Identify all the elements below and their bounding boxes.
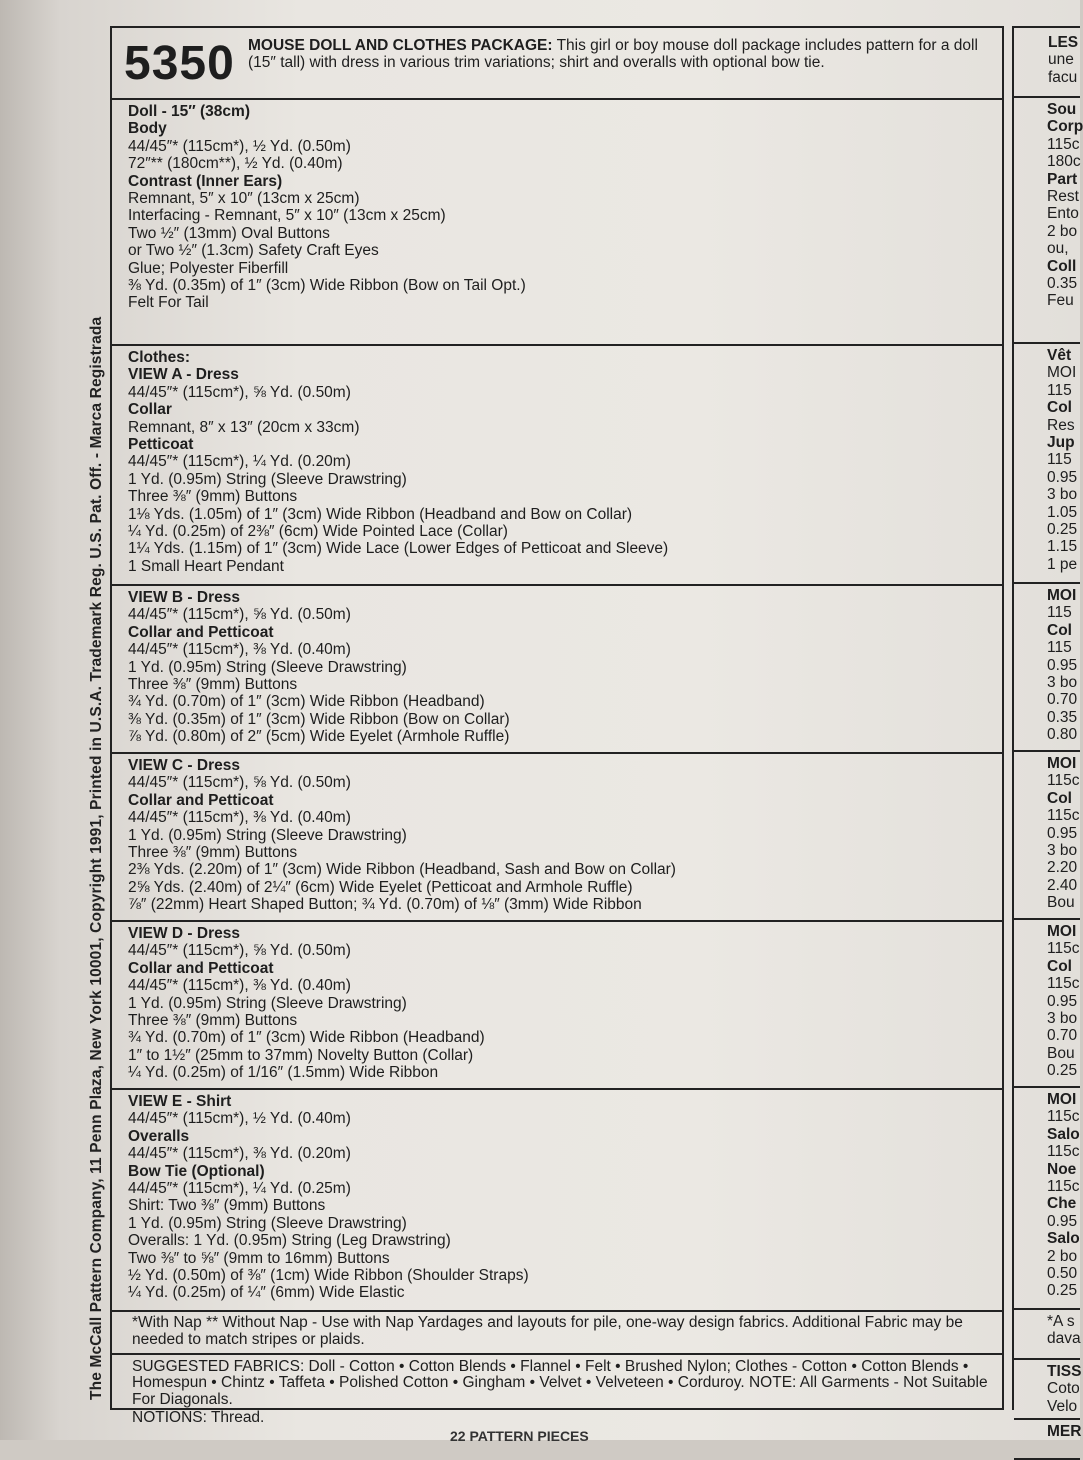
requirement-line: Three ⅜″ (9mm) Buttons bbox=[128, 844, 298, 862]
nap-note: *With Nap ** Without Nap - Use with Nap Yardages and layouts for pile, one-way design fabrics. Additional Fabric may be needed to match stripes or plaids. bbox=[132, 1314, 963, 1349]
french-line: 0.95 bbox=[1047, 824, 1078, 842]
section-heading: Body bbox=[128, 120, 167, 138]
french-line: 115c bbox=[1047, 1143, 1080, 1161]
section-heading: VIEW C - Dress bbox=[128, 757, 240, 774]
french-line: 3 bo bbox=[1047, 486, 1078, 504]
french-line: 0.95 bbox=[1047, 468, 1078, 486]
requirement-line: 2⅜ Yds. (2.20m) of 1″ (3cm) Wide Ribbon (Headband, Sash and Bow on Collar) bbox=[128, 861, 676, 879]
french-line: 0.95 bbox=[1047, 656, 1078, 674]
french-section bbox=[1014, 344, 1080, 584]
french-line: MOI bbox=[1047, 364, 1077, 382]
section-heading: VIEW D - Dress bbox=[128, 925, 240, 942]
requirement-line: 1 Yd. (0.95m) String (Sleeve Drawstring) bbox=[128, 658, 407, 676]
french-instructions-column bbox=[1012, 26, 1083, 1440]
pattern-description bbox=[248, 37, 988, 71]
section-heading: Bow Tie (Optional) bbox=[128, 1162, 265, 1180]
section-heading: VIEW A - Dress bbox=[128, 366, 239, 384]
french-line: Velo bbox=[1047, 1397, 1078, 1415]
requirement-line: Glue; Polyester Fiberfill bbox=[128, 259, 289, 277]
pattern-pieces-count: 22 PATTERN PIECES bbox=[450, 1428, 589, 1444]
requirement-line: 44/45″* (115cm*), ⅜ Yd. (0.20m) bbox=[128, 1145, 351, 1163]
french-line: ou, bbox=[1047, 240, 1069, 258]
pattern-summary: This girl or boy mouse doll package includes pattern for a doll (15″ tall) with dress in various trim variations; shirt and overalls with optional bow tie. bbox=[248, 37, 978, 71]
french-header-line: facu bbox=[1048, 68, 1078, 86]
french-line: Jup bbox=[1047, 434, 1075, 452]
requirement-line: 1 Yd. (0.95m) String (Sleeve Drawstring) bbox=[128, 826, 407, 844]
notions: NOTIONS: Thread. bbox=[132, 1409, 265, 1427]
french-line: 0.95 bbox=[1047, 992, 1078, 1010]
requirement-line: ⅞″ (22mm) Heart Shaped Button; ¾ Yd. (0.70m) of ⅛″ (3mm) Wide Ribbon bbox=[128, 896, 642, 914]
requirement-line: ⅜ Yd. (0.35m) of 1″ (3cm) Wide Ribbon (Bow on Collar) bbox=[128, 710, 510, 728]
french-line: Col bbox=[1047, 621, 1072, 639]
requirement-line: 44/45″* (115cm*), ⅝ Yd. (0.50m) bbox=[128, 383, 351, 401]
yardage-sections bbox=[112, 100, 1002, 1312]
french-line: Rest bbox=[1047, 188, 1079, 206]
requirement-line: 2⅝ Yds. (2.40m) of 2¼″ (6cm) Wide Eyelet (Petticoat and Armhole Ruffle) bbox=[128, 878, 633, 896]
french-line: Ento bbox=[1047, 205, 1079, 223]
french-line: Col bbox=[1047, 789, 1072, 807]
french-line: 115c bbox=[1047, 940, 1080, 958]
french-line: 115c bbox=[1047, 807, 1080, 825]
french-line: Salo bbox=[1047, 1125, 1080, 1143]
french-line: 0.70 bbox=[1047, 691, 1078, 709]
french-line: 115c bbox=[1047, 975, 1080, 993]
requirement-line: 44/45″* (115cm*), ¼ Yd. (0.20m) bbox=[128, 453, 351, 471]
requirement-line: 44/45″* (115cm*), ⅜ Yd. (0.40m) bbox=[128, 977, 351, 995]
requirement-line: ¼ Yd. (0.25m) of ¼″ (6mm) Wide Elastic bbox=[128, 1284, 405, 1302]
french-line: 115 bbox=[1047, 451, 1072, 469]
requirement-line: Interfacing - Remnant, 5″ x 10″ (13cm x 25cm) bbox=[128, 207, 446, 225]
french-line: 1.15 bbox=[1047, 538, 1078, 556]
french-line: 1 pe bbox=[1047, 555, 1078, 573]
french-line: 2 bo bbox=[1047, 222, 1078, 240]
requirement-line: 44/45″* (115cm*), ½ Yd. (0.40m) bbox=[128, 1110, 351, 1128]
french-line: 3 bo bbox=[1047, 674, 1078, 692]
requirement-line: ¾ Yd. (0.70m) of 1″ (3cm) Wide Ribbon (Headband) bbox=[128, 1029, 485, 1047]
yardage-section bbox=[112, 346, 1002, 586]
french-line: Vêt bbox=[1047, 347, 1072, 364]
section-heading: Doll - 15″ (38cm) bbox=[128, 103, 250, 120]
pattern-title: MOUSE DOLL AND CLOTHES PACKAGE: bbox=[248, 37, 553, 54]
french-line: 0.25 bbox=[1047, 521, 1078, 539]
requirement-line: 1⅛ Yds. (1.05m) of 1″ (3cm) Wide Ribbon (Headband and Bow on Collar) bbox=[128, 505, 633, 523]
french-line: 0.35 bbox=[1047, 275, 1078, 293]
french-line: Bou bbox=[1047, 894, 1075, 912]
section-heading: Collar and Petticoat bbox=[128, 791, 274, 809]
requirement-line: Remnant, 8″ x 13″ (20cm x 33cm) bbox=[128, 418, 360, 436]
french-line: MOI bbox=[1047, 923, 1077, 940]
requirement-line: 1 Yd. (0.95m) String (Sleeve Drawstring) bbox=[128, 470, 407, 488]
french-line: Feu bbox=[1047, 292, 1074, 310]
french-line: Coto bbox=[1047, 1380, 1080, 1398]
french-line: *A s bbox=[1047, 1313, 1075, 1330]
french-sections bbox=[1014, 98, 1083, 1460]
french-section bbox=[1014, 920, 1080, 1088]
french-line: 0.80 bbox=[1047, 726, 1078, 744]
requirement-line: 1 Yd. (0.95m) String (Sleeve Drawstring) bbox=[128, 1214, 407, 1232]
french-line: Salo bbox=[1047, 1230, 1080, 1248]
pattern-header bbox=[112, 28, 1002, 100]
section-heading: Collar bbox=[128, 401, 172, 419]
french-line: dava bbox=[1047, 1330, 1081, 1348]
french-line: 180c bbox=[1047, 153, 1081, 171]
french-line: MOI bbox=[1047, 587, 1077, 604]
requirement-line: ⅜ Yd. (0.35m) of 1″ (3cm) Wide Ribbon (Bow on Tail Opt.) bbox=[128, 277, 526, 295]
french-line: 3 bo bbox=[1047, 842, 1078, 860]
french-line: Col bbox=[1047, 399, 1072, 417]
requirement-line: Three ⅜″ (9mm) Buttons bbox=[128, 676, 298, 694]
french-line: 2.20 bbox=[1047, 859, 1078, 877]
french-line: Corp bbox=[1047, 118, 1083, 136]
section-heading: Overalls bbox=[128, 1127, 190, 1145]
french-line: TISS bbox=[1047, 1363, 1082, 1380]
french-header-line: LES bbox=[1048, 34, 1079, 51]
requirement-line: ⅞ Yd. (0.80m) of 2″ (5cm) Wide Eyelet (Armhole Ruffle) bbox=[128, 728, 510, 746]
yardage-section bbox=[112, 922, 1002, 1090]
french-line: Coll bbox=[1047, 257, 1077, 275]
french-line: 0.25 bbox=[1047, 1062, 1078, 1080]
french-section bbox=[1014, 98, 1083, 344]
requirement-line: Three ⅜″ (9mm) Buttons bbox=[128, 1012, 298, 1030]
requirement-line: Overalls: 1 Yd. (0.95m) String (Leg Drawstring) bbox=[128, 1232, 451, 1250]
french-line: 0.70 bbox=[1047, 1027, 1078, 1045]
nap-note-section bbox=[112, 1312, 1002, 1355]
french-line: 0.25 bbox=[1047, 1282, 1078, 1300]
section-heading: VIEW B - Dress bbox=[128, 589, 240, 606]
french-line: 115c bbox=[1047, 1178, 1080, 1196]
french-line: 115 bbox=[1047, 639, 1072, 657]
requirement-line: ½ Yd. (0.50m) of ⅜″ (1cm) Wide Ribbon (Shoulder Straps) bbox=[128, 1267, 529, 1285]
french-line: 2.40 bbox=[1047, 876, 1078, 894]
french-section bbox=[1014, 1420, 1080, 1460]
suggested-fabrics: SUGGESTED FABRICS: Doll - Cotton • Cotton Blends • Flannel • Felt • Brushed Nylon; Clothes - Cotton • Cotton Blends • Homespun • Chintz • Taffeta • Polished Cotton • Gingham • Velvet • Velveteen • Corduroy. NOTE: All Garments - Not Suitable For Diagonals. bbox=[132, 1357, 988, 1408]
requirement-line: Two ⅜″ to ⅝″ (9mm to 16mm) Buttons bbox=[128, 1249, 390, 1267]
fabrics-notions-section bbox=[112, 1355, 1002, 1429]
requirement-line: Shirt: Two ⅜″ (9mm) Buttons bbox=[128, 1197, 326, 1215]
requirement-line: 44/45″* (115cm*), ⅝ Yd. (0.50m) bbox=[128, 606, 351, 624]
french-line: Noe bbox=[1047, 1160, 1077, 1178]
french-line: 0.50 bbox=[1047, 1265, 1078, 1283]
requirement-line: 1 Small Heart Pendant bbox=[128, 557, 284, 575]
french-line: MOI bbox=[1047, 755, 1077, 772]
french-section bbox=[1014, 584, 1080, 752]
requirement-line: 72″** (180cm**), ½ Yd. (0.40m) bbox=[128, 155, 343, 173]
french-line: 115 bbox=[1047, 381, 1072, 399]
french-header-line: une bbox=[1048, 51, 1074, 69]
publisher-copyright-text: The McCall Pattern Company, 11 Penn Plaza, New York 10001, Copyright 1991, Printed in U.S.A. Trademark Reg. U.S. Pat. Off. - Marca Registrada bbox=[88, 316, 105, 1400]
yardage-section bbox=[112, 1090, 1002, 1312]
requirement-line: 44/45″* (115cm*), ⅜ Yd. (0.40m) bbox=[128, 641, 351, 659]
requirement-line: 44/45″* (115cm*), ⅜ Yd. (0.40m) bbox=[128, 809, 351, 827]
french-line: MOI bbox=[1047, 1091, 1077, 1108]
french-section bbox=[1014, 1360, 1080, 1420]
french-line: 0.95 bbox=[1047, 1212, 1078, 1230]
french-line: 115c bbox=[1047, 135, 1080, 153]
french-section bbox=[1014, 752, 1080, 920]
requirement-line: 44/45″* (115cm*), ½ Yd. (0.50m) bbox=[128, 137, 351, 155]
french-line: Part bbox=[1047, 170, 1078, 188]
pattern-number: 5350 bbox=[124, 37, 235, 90]
requirement-line: ¾ Yd. (0.70m) of 1″ (3cm) Wide Ribbon (Headband) bbox=[128, 693, 485, 711]
yardage-section bbox=[112, 100, 1002, 346]
requirement-line: 1¼ Yds. (1.15m) of 1″ (3cm) Wide Lace (Lower Edges of Petticoat and Sleeve) bbox=[128, 540, 669, 558]
requirement-line: Two ½″ (13mm) Oval Buttons bbox=[128, 224, 330, 242]
french-line: 115c bbox=[1047, 772, 1080, 790]
section-heading: VIEW E - Shirt bbox=[128, 1093, 232, 1110]
requirement-line: ¼ Yd. (0.25m) of 2⅜″ (6cm) Wide Pointed Lace (Collar) bbox=[128, 523, 508, 541]
french-line: Res bbox=[1047, 416, 1075, 434]
section-heading: Petticoat bbox=[128, 436, 194, 454]
requirement-line: Three ⅜″ (9mm) Buttons bbox=[128, 488, 298, 506]
yardage-section bbox=[112, 754, 1002, 922]
french-line: 115 bbox=[1047, 604, 1072, 622]
french-section bbox=[1014, 1310, 1080, 1360]
requirement-line: or Two ½″ (1.3cm) Safety Craft Eyes bbox=[128, 242, 379, 260]
yardage-section bbox=[112, 586, 1002, 754]
section-heading: Collar and Petticoat bbox=[128, 959, 274, 977]
french-line: Col bbox=[1047, 957, 1072, 975]
french-line: 0.35 bbox=[1047, 708, 1078, 726]
french-line: Bou bbox=[1047, 1044, 1075, 1062]
requirement-line: Remnant, 5″ x 10″ (13cm x 25cm) bbox=[128, 190, 360, 208]
section-heading: Collar and Petticoat bbox=[128, 623, 274, 641]
requirement-line: 44/45″* (115cm*), ⅝ Yd. (0.50m) bbox=[128, 942, 351, 960]
english-instructions-box bbox=[110, 26, 1004, 1427]
requirement-line: ¼ Yd. (0.25m) of 1/16″ (1.5mm) Wide Ribbon bbox=[128, 1064, 439, 1082]
french-section bbox=[1014, 1088, 1080, 1310]
requirement-line: 1″ to 1½″ (25mm to 37mm) Novelty Button (Collar) bbox=[128, 1046, 474, 1064]
requirement-line: 44/45″* (115cm*), ¼ Yd. (0.25m) bbox=[128, 1180, 351, 1198]
french-line: Che bbox=[1047, 1195, 1077, 1213]
french-line: MER bbox=[1047, 1423, 1082, 1440]
french-line: Sou bbox=[1047, 101, 1077, 118]
french-line: 3 bo bbox=[1047, 1010, 1078, 1028]
french-line: 1.05 bbox=[1047, 503, 1078, 521]
french-line: 115c bbox=[1047, 1108, 1080, 1126]
requirement-line: Felt For Tail bbox=[128, 294, 209, 312]
french-line: 2 bo bbox=[1047, 1247, 1078, 1265]
section-heading: Clothes: bbox=[128, 349, 190, 366]
requirement-line: 1 Yd. (0.95m) String (Sleeve Drawstring) bbox=[128, 994, 407, 1012]
french-header bbox=[1014, 28, 1080, 98]
requirement-line: 44/45″* (115cm*), ⅝ Yd. (0.50m) bbox=[128, 774, 351, 792]
section-heading: Contrast (Inner Ears) bbox=[128, 172, 283, 190]
